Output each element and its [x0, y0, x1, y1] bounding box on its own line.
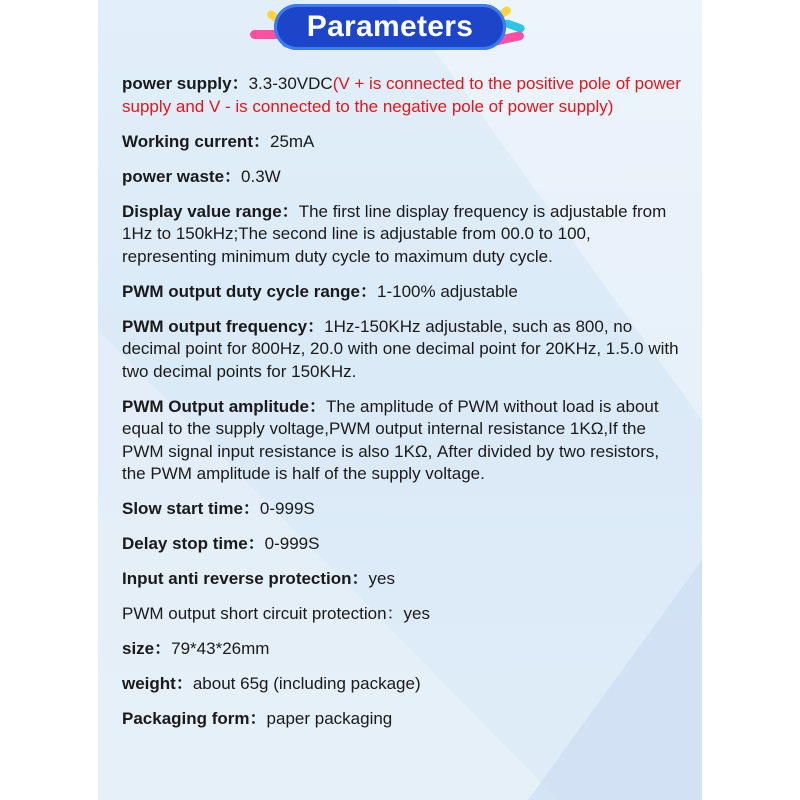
param-output-frequency	[122, 316, 682, 384]
param-value: The first line display frequency is adjustable from 1Hz to 150kHz;The second line is adjustable from 00.0 to 100, representing minimum duty cycle to maximum duty cycle.	[122, 201, 667, 266]
param-value: 0-999S	[259, 499, 315, 518]
param-power-supply	[122, 73, 682, 118]
param-label: Input anti reverse protection：	[122, 569, 369, 588]
param-note: (V + is connected to the positive pole of power supply and V - is connected to the negative pole of power supply)	[122, 74, 681, 116]
param-label: PWM Output amplitude：	[122, 396, 326, 416]
param-value: 25mA	[269, 131, 315, 151]
param-label: Slow start time：	[122, 499, 260, 518]
param-value: paper packaging	[266, 709, 393, 728]
param-label: Display value range：	[122, 201, 299, 221]
param-value: 0.3W	[241, 166, 281, 186]
param-label: Working current：	[122, 131, 270, 151]
param-output-amplitude	[122, 396, 682, 486]
param-value: yes	[368, 569, 396, 588]
param-label: power waste：	[122, 166, 242, 186]
param-anti-reverse	[122, 568, 682, 591]
param-label: Packaging form：	[122, 709, 267, 728]
param-value: 1Hz-150KHz adjustable, such as 800, no decimal point for 800Hz, 20.0 with one decimal point for 20KHz, 1.5.0 with two decimal points for 150KHz.	[122, 316, 679, 381]
param-label: PWM output duty cycle range：	[122, 281, 378, 301]
page-title: Parameters	[306, 10, 474, 43]
param-label: PWM output short circuit protection：	[122, 604, 404, 623]
param-value: 0-999S	[264, 534, 320, 553]
param-power-waste	[122, 166, 682, 189]
param-label: size：	[122, 639, 172, 658]
parameters-panel	[98, 0, 702, 800]
param-value: about 65g (including package)	[192, 674, 421, 693]
param-slow-start-time	[122, 498, 682, 521]
param-label: PWM output frequency：	[122, 316, 325, 336]
param-duty-cycle-range	[122, 281, 682, 304]
param-value: 1-100% adjustable	[377, 281, 518, 301]
param-delay-stop-time	[122, 533, 682, 556]
param-label: power supply：	[122, 74, 249, 93]
param-display-value-range	[122, 201, 682, 269]
param-packaging-form	[122, 708, 682, 731]
param-label: Delay stop time：	[122, 534, 265, 553]
param-value: 79*43*26mm	[171, 639, 270, 658]
param-working-current	[122, 131, 682, 154]
header	[98, 0, 702, 56]
param-weight	[122, 673, 682, 696]
param-value: 3.3-30VDC	[248, 74, 333, 93]
param-value: The amplitude of PWM without load is about equal to the supply voltage,PWM output internal resistance 1KΩ,If the PWM signal input resistance is also 1KΩ, After divided by two resistors, the PWM amplitude is half of the supply voltage.	[122, 396, 660, 483]
param-label: weight：	[122, 674, 193, 693]
param-size	[122, 638, 682, 661]
param-short-circuit	[122, 603, 682, 626]
param-value: yes	[403, 604, 431, 623]
parameter-list	[122, 73, 682, 743]
